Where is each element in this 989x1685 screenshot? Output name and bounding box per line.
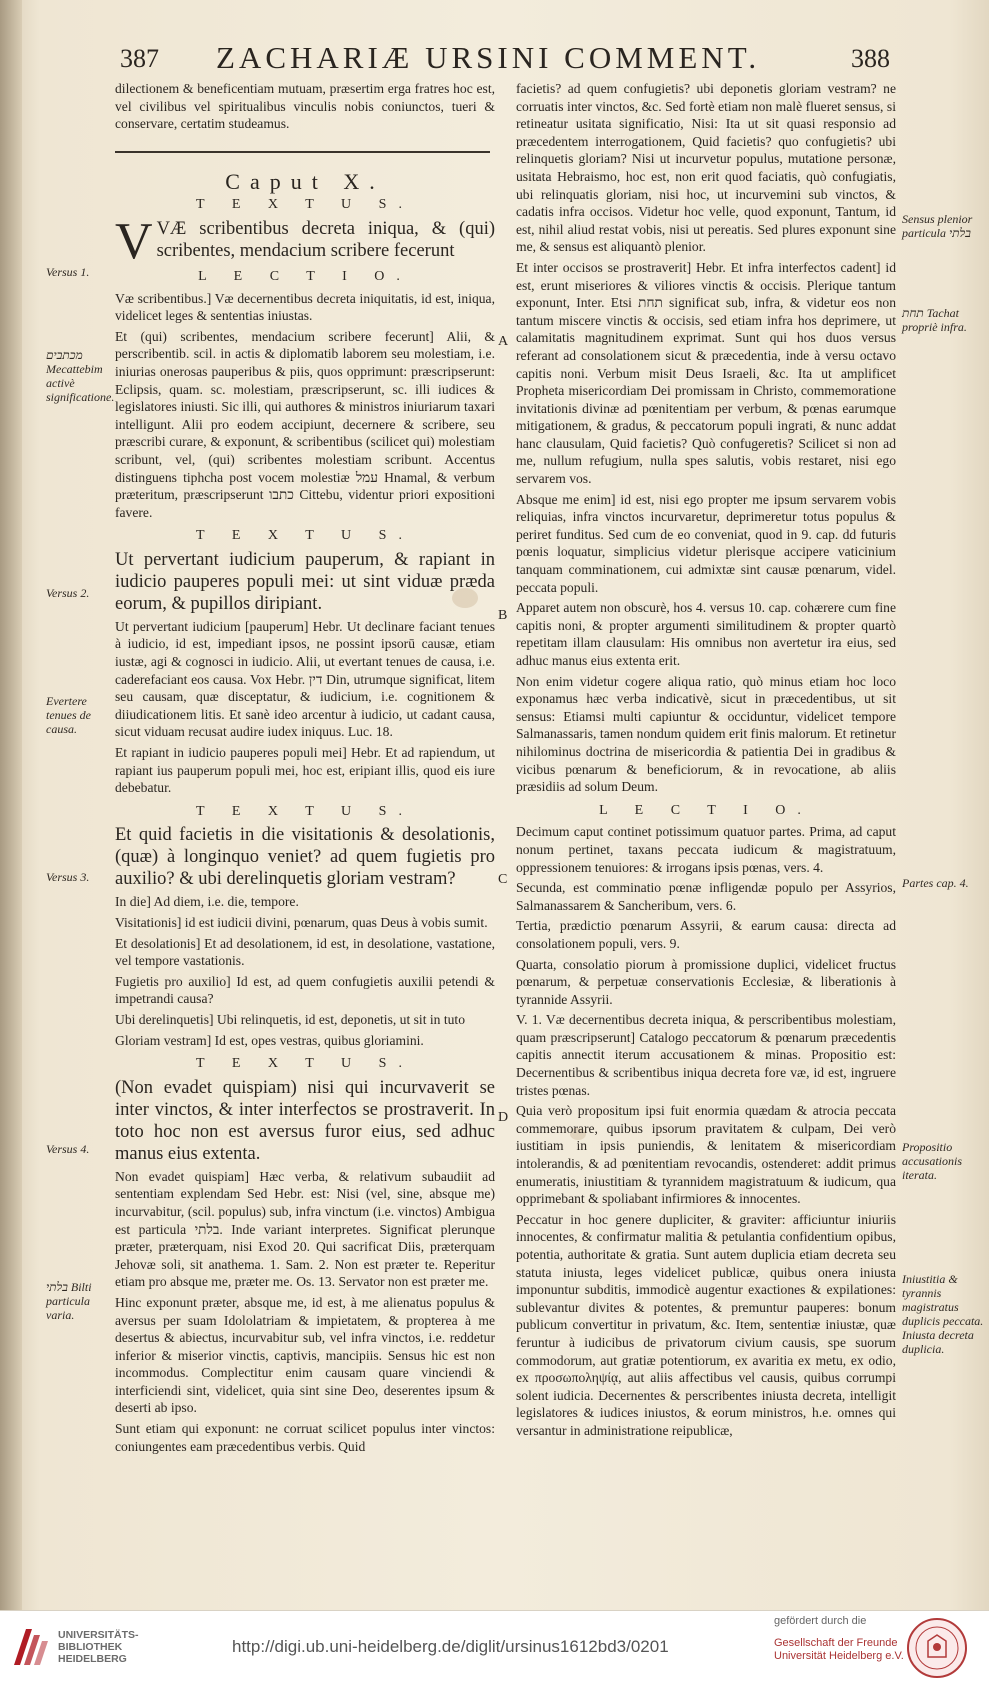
verse-3-text: Et quid facietis in die visitationis & desolationis, (quæ) à longinquo veniet? ad quem fugietis pro auxilio? & ubi derelinquetis gloriam vestram? xyxy=(115,825,495,890)
commentary-paragraph: Absque me enim] id est, nisi ego propter me ipsum servarem vobis reliquias, infra vinctos incurvaretur, deprimeretur totus populus & periret funditus. Sed cum de eo conveniat, quod in 9. cap. dd futuris pœnis loquatur, simplicius videtur plerisque accipere vaticinium tanquam comminationem, cui admixtæ sint causæ pœnarum, videl. peccata populi. xyxy=(516,491,896,595)
commentary-paragraph: Et inter occisos se prostraverit] Hebr. Et infra interfectos cadent] id est, erunt miseriores & viliores vinctis & occisis. Plerique tantum exponunt, Inter. Etsi תחת significat sub, infra, & videtur eos non tantum miscere vinctis & occisis, sed etiam infra hos deprimere, ut calamitatis magnitudinem exprimat. Sunt qui hos duos versus referant ad consolationem sicut & præcedentia, inde à versu octavo capitis noni. Verbum misit Deus Israeli, &c. Ita ut amplificet Propheta misericordiam Dei promissam in Christo, commemoratione invitationis divinæ ad pœnitentiam per verbum, & pœnas earumque mitigationem, & gradus, & peccatorum populi ingrati, & nunc addat hanc clausulam, Quid facietis? Quò confugeretis? Scilicet si non ad me, nullum refugium, nulla spes salutis, vobis restaret, nisi ego servarem vos. xyxy=(516,259,896,487)
gloss-line: Gloriam vestram] Id est, opes vestras, quibus gloriamini. xyxy=(115,1032,424,1048)
library-name-line: UNIVERSITÄTS- xyxy=(58,1629,139,1641)
verse-1-body: VÆ scribentibus decreta iniqua, & (qui) scribentes, mendacium scribere fecerunt xyxy=(156,218,495,261)
sponsor-label: gefördert durch die xyxy=(774,1615,867,1627)
margin-note-mecattebim: מכתבים Mecattebim activè significatione. xyxy=(46,348,115,404)
gloss-line: Et desolationis] Et ad desolationem, id est, in desolatione, vastatione, vel tempore vastationis. xyxy=(115,935,495,969)
verse-1-text xyxy=(115,212,495,270)
running-header xyxy=(120,40,890,74)
commentary-paragraph: Decimum caput continet potissimum quatuor partes. Prima, ad caput nonum pertinet, taxans peccata iudicum & magistratuum, oppressionem tenuiores: & irrogans ipsis pœnas, vers. 4. xyxy=(516,824,896,875)
running-title: ZACHARIÆ URSINI COMMENT. xyxy=(216,40,761,75)
margin-note-versus-1: Versus 1. xyxy=(46,265,90,279)
margin-note-iniustitia: Iniustitia & tyrannis magistratus duplicis peccata. Iniusta decreta duplicia. xyxy=(902,1272,984,1356)
gloss-line: In die] Ad diem, i.e. die, tempore. xyxy=(115,894,299,910)
margin-note-versus-3: Versus 3. xyxy=(46,870,90,884)
margin-note-versus-4: Versus 4. xyxy=(46,1142,90,1156)
gloss-line: Visitationis] id est iudicii divini, pœnarum, quas Deus à vobis sumit. xyxy=(115,915,488,930)
book-gutter xyxy=(0,0,22,1610)
verse-4-text: (Non evadet quispiam) nisi qui incurvaverit se inter vinctos, & inter interfectos se prostraverit. In toto hoc non est aversus furor eius, sed adhuc manus eius extenta. xyxy=(115,1077,495,1164)
margin-note-versus-2: Versus 2. xyxy=(46,586,90,600)
library-name xyxy=(58,1629,139,1665)
sponsor-name xyxy=(774,1637,904,1663)
continued-text: dilectionem & beneficentiam mutuam, præsertim erga fratres hoc est, vel civilibus vel spiritualibus vinculis nobis coniunctos, tueri & conservare, certatim studeamus. xyxy=(115,81,495,132)
drop-cap: V xyxy=(115,212,153,270)
page-number-left: 387 xyxy=(120,44,159,73)
commentary-paragraph: Sunt etiam qui exponunt: ne corruat scilicet populus inter vinctos: coniungentes eam præcedentibus verbis. Quid xyxy=(115,1421,495,1454)
permalink-url[interactable]: http://digi.ub.uni-heidelberg.de/diglit/ursinus1612bd3/0201 xyxy=(232,1637,669,1656)
section-letter-a: A xyxy=(498,334,509,349)
section-letter-c: C xyxy=(498,872,508,887)
commentary-paragraph: Non enim videtur cogere aliqua ratio, quò minus etiam hoc loco exponamus hæc verba indicativè, sicut in præcedentibus, ut sit sensus: Etiamsi multi capiuntur & occiduntur, videlicet tempore Salmanassaris, tamen nondum quidem erit finis malorum. Et retinetur nihilominus doctrina de misericordia & patientia Dei in gradibus & vicibus pœnarum & beneficiorum, & in revocatione, ab aliis præsidiis ad solum Deum. xyxy=(516,673,896,795)
textus-heading: T E X T U S. xyxy=(196,1056,414,1072)
gloss-line: Fugietis pro auxilio] Id est, ad quem confugietis auxilii petendi & impetrandi causa? xyxy=(115,973,495,1007)
university-seal-icon xyxy=(906,1617,968,1679)
section-rule xyxy=(115,151,490,153)
commentary-paragraph: Et (qui) scribentes, mendacium scribere fecerunt] Alii, & perscribentib. scil. in actis & diplomatib laborem seu molestiam, i.e. iniurias onerosas pauperibus & piis, quos opprimunt: præscripserunt: Eclipsis, quam. sc. molestiam, præscripserunt, sc. illi iudices & legislatores iniusti. Sic illi, qui authores & ministros iniuriarum taxari intelligunt. Alii pro eodem accipiunt, decernere & scribere, seu præscribi curare, & exponunt, & scribentibus (scilicet qui) molestiam scribunt, vel, (qui) scribentes molestiam scribunt. Accentus distinguens tiphcha post vocem molestiæ עמל Hnamal, & verbum præteritum, præscripserunt כתבו Cittebu, videntur priori expositioni favere. xyxy=(115,328,495,520)
university-library-logo-icon xyxy=(10,1625,52,1669)
sponsor-name-line: Gesellschaft der Freunde xyxy=(774,1637,898,1649)
commentary-paragraph: Apparet autem non obscurè, hos 4. versus 10. cap. cohærere cum fine capitis noni, & propter argumenti similitudinem & propter quartò repetitam illam clausulam: His omnibus non avertetur ira eius, sed adhuc manus eius extenta erit. xyxy=(516,600,896,668)
viewer-footer xyxy=(0,1610,989,1685)
margin-note-partes: Partes cap. 4. xyxy=(902,876,969,890)
margin-note-sensus: Sensus plenior particula בלתי xyxy=(902,212,973,240)
commentary-paragraph: Væ scribentibus.] Væ decernentibus decreta iniquitatis, id est, iniqua, videlicet leges & sententias iniustas. xyxy=(115,290,495,324)
page-number-right: 388 xyxy=(851,44,890,73)
margin-note-bilti: בלתי Bilti particula varia. xyxy=(46,1280,92,1322)
right-column xyxy=(516,80,896,1443)
textus-heading: T E X T U S. xyxy=(196,803,414,819)
library-name-line: BIBLIOTHEK xyxy=(58,1641,123,1653)
margin-note-evertere: Evertere tenues de causa. xyxy=(46,694,91,736)
commentary-paragraph: Non evadet quispiam] Hæc verba, & relativum subaudiit ad sententiam explendam Sed Hebr. est: Nisi (vel, sine, absque me) incurvabitur, (scil. populus) sub, infra vinctum (i.e. vinctos) Ambigua est particula בלתי. Inde variant interpretes. Significat plerunque præter, præterquam, nisi Exod 20. Qui sacrificat Diis, præterquam Jehovæ soli, sit anathema. 1. Sam. 2. Non est præter te. Reperitur etiam pro absque me, præter me. Os. 13. Servator non est præter me. xyxy=(115,1168,496,1290)
verse-2-text: Ut pervertant iudicium pauperum, & rapiant in iudicio pauperes populi mei: ut sint viduæ præda eorum, & pupillos diripiant. xyxy=(115,549,495,614)
lectio-heading: L E C T I O. xyxy=(198,268,412,284)
commentary-paragraph: Hinc exponunt præter, absque me, id est, à me alienatus populus & aversus per suam Idololatriam & impietatem, & propterea à me desertus & abiectus, incurvabitur sub, vel infra vinctos, i.e. reddetur inferior & miserior vinctis, captivis, mancipiis. Sensus hic est non incommodus. Complectitur enim causam quare vinciendi & interficiendi sint, videlicet, quia sint sine Deo, deserentes ipsum & deserti ab ipso. xyxy=(115,1294,495,1416)
section-letter-d: D xyxy=(498,1110,509,1125)
margin-note-tachat: תחת Tachat propriè infra. xyxy=(902,306,967,334)
commentary-paragraph: Et rapiant in iudicio pauperes populi mei] Hebr. Et ad rapiendum, ut rapiant ius pauperum populi mei, hoc est, eripiant illis, quod eis iure debebatur. xyxy=(115,745,495,796)
commentary-paragraph: Tertia, prædictio pœnarum Assyrii, & earum causa: directa ad consolationem populi, vers. 9. xyxy=(516,918,896,951)
commentary-paragraph: V. 1. Væ decernentibus decreta iniqua, & perscribentibus molestiam, quam præscripserunt] Catalogo peccatorum & pœnarum præcedentis capitis annectit iterum accusationem & minas. Propositio est: Decernentibus & scribentibus iniqua decreta fore væ, id est, ingruere tristes pœnas. xyxy=(516,1012,896,1098)
gloss-line: Ubi derelinquetis] Ubi relinquetis, id est, deponetis, ut sit in tuto xyxy=(115,1011,465,1027)
commentary-paragraph: facietis? ad quem confugietis? ubi deponetis gloriam vestram? ne corruatis inter vinctos, &c. Sed fortè etiam non malè flueret sensus, si retineatur usitata significatio, Nisi: Ita ut sit quasi responsio ad præcedentem interrogationem, Quid facietis? quo confugietis? ubi relinquetis gloriam? Nisi ut incurvetur populus, mutatione personæ, usitata Hebraismo, hoc est, non erit quod faciatis, quò confugiatis, ubi relinquatis gloriam, nisi hoc, ut incurvemini sub vinctos, & cadatis infra occisos. Videtur hoc velle, quod exponunt, Tantum, id est, nihil aliud restat vobis, nisi ut pereatis. Sed plures exponunt sine me, & sensus est aliquantò plenior. xyxy=(516,81,896,255)
commentary-paragraph: Secunda, est comminatio pœnæ infligendæ populo per Assyrios, Salmanassarem & Sancheribum, vers. 6. xyxy=(516,880,896,913)
commentary-paragraph: Ut pervertant iudicium [pauperum] Hebr. Ut declinare faciant tenues à iudicio, id est, impediant ipsos, ne possint ipsorū causæ, etiam iustæ, agi & cognosci in iudicio. Alii, ut evertant tenues de causa, i.e. caderefaciant eos causa. Vox Hebr. דין Din, utrumque significat, litem seu causam, quæ disceptatur, & iudicium, i.e. cognitionem & diiudicationem litis. Et sanè ideo arcentur à iudicio, ut cadant causa, sicut viduam recusat audire iudex iniquus. Luc. 18. xyxy=(115,618,495,740)
lectio-heading: L E C T I O. xyxy=(599,802,813,818)
chapter-heading: Caput X. xyxy=(225,168,385,194)
commentary-paragraph: Quia verò propositum ipsi fuit enormia quædam & atrocia peccata commemorare, quibus ipsorum pravitatem & culpam, Dei verò iustitiam in ipsis puniendis, & lenitatem & misericordiam intolerandis, & ad pœnitentiam revocandis, ostenderet: addit primus enumeratis, iniustitiam & tyrannidem magistratuum & iudicum, qua opprimebant & spoliabant infirmiores & innocentes. xyxy=(516,1103,896,1207)
margin-note-propositio: Propositio accusationis iterata. xyxy=(902,1140,962,1182)
commentary-paragraph: Peccatur in hoc genere dupliciter, & graviter: afficiuntur iniuriis innocentes, & confirmatur malitia & petulantia confidentium opibus, potentia, authoritate & gratia. Sunt autem duplicia etiam decreta seu statuta iniusta, leges videlicet publicæ, quibus onera iniusta imponuntur subditis, immodicè augentur exactiones & expilationes: sublevantur divites & potentes, & premuntur pauperes: bonum publicum convertitur in privatum, &c. Item, sententiæ iniustæ, quæ feruntur à iudicibus de privatorum civium causis, spe suorum commodorum, aut gratiæ potentiorum, ex avaritia ex metu, ex odio, ex προσωποληψίᾳ, aut aliis affectibus vel causis, quibus corrumpi solent iudicia. Decernentes & perscribentes iniusta decreta, intelligit legislatores & iudices iniustos, & eorum ministros, h.e. omnes qui versantur in administratione reipublicæ, xyxy=(516,1211,896,1438)
textus-heading: T E X T U S. xyxy=(196,197,414,213)
commentary-paragraph: Quarta, consolatio piorum à promissione duplici, videlicet fructus pœnarum, & perpetuæ conservationis Ecclesiæ, & liberationis à tyrannide Assyrii. xyxy=(516,956,896,1007)
sponsor-name-line: Universität Heidelberg e.V. xyxy=(774,1650,904,1662)
left-column xyxy=(115,80,495,1458)
textus-heading: T E X T U S. xyxy=(196,528,414,544)
library-name-line: HEIDELBERG xyxy=(58,1653,127,1665)
section-letter-b: B xyxy=(498,608,508,623)
